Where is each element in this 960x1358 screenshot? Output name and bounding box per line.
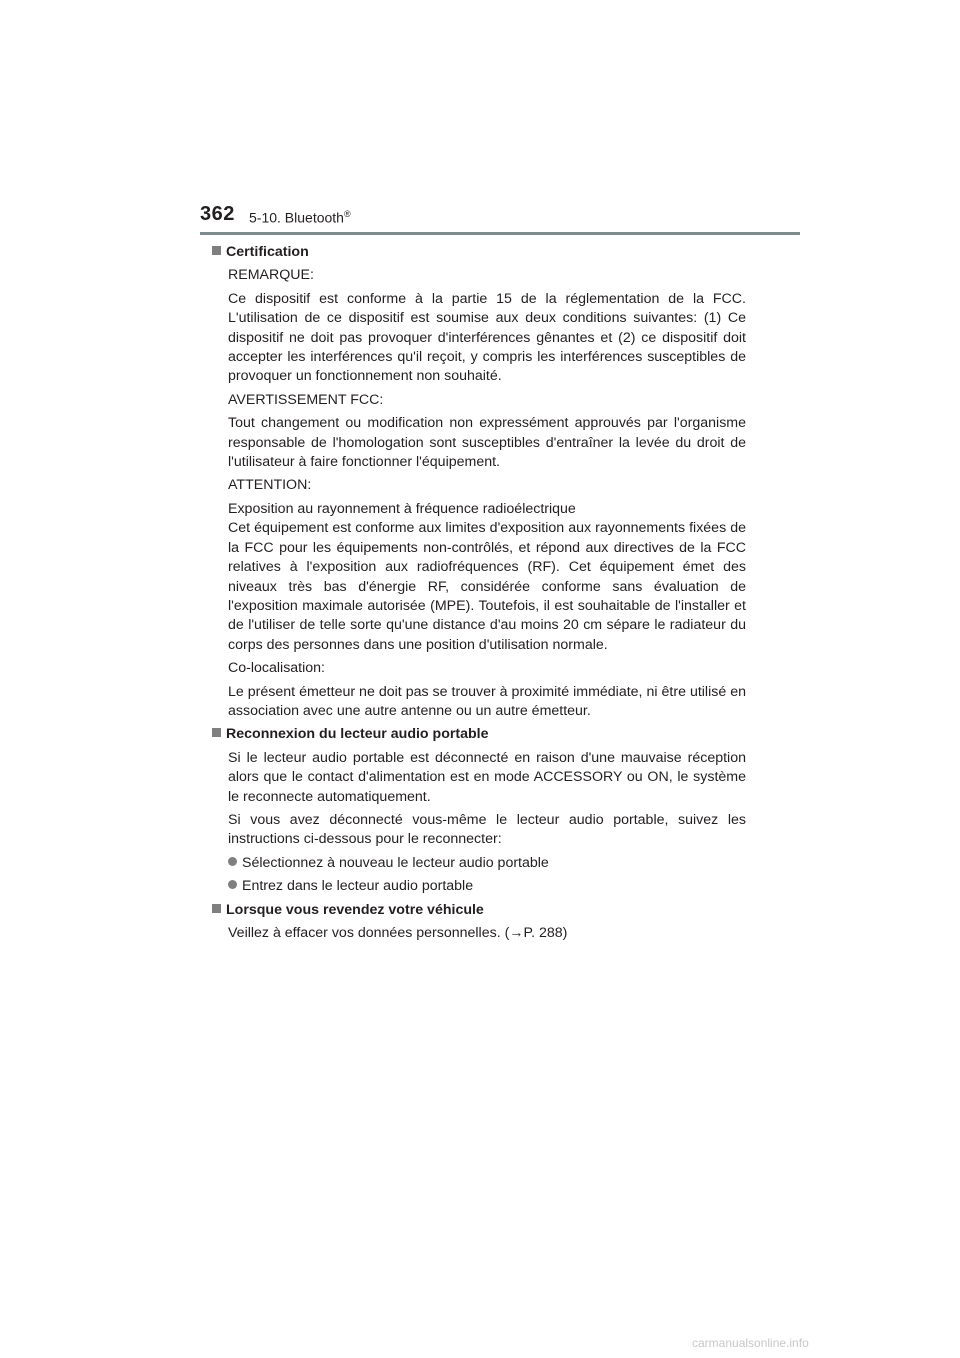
attention-text: Cet équipement est conforme aux limites d'exposition aux rayonnements fixées de la FCC pour les équipements non-contrôlés, et répond aux directives de la FCC relatives à l'exposition aux radiofréquences (RF). Cet équipement émet des niveaux très bas d'énergie RF, considérée conforme sans évaluation de l'exposition maximale autorisée (MPE). Toutefois, il est souhaitable de l'installer et de l'utiliser de telle sorte qu'une distance d'au moins 20 cm sépare le radiateur du corps des personnes dans une position d'utilisation normale. [228, 520, 746, 653]
bullet-item [228, 877, 746, 896]
revente-body [228, 924, 746, 943]
revente-text: Veillez à effacer vos données personnelles. (→P. 288) [228, 925, 568, 941]
colocalisation-label: Co-localisation: [228, 660, 325, 677]
square-bullet-icon [212, 246, 221, 255]
heading-reconnexion [212, 725, 746, 744]
avertissement-label: AVERTISSEMENT FCC: [228, 391, 384, 408]
watermark: carmanualsonline.info [692, 1336, 809, 1350]
section-title-text: 5-10. Bluetooth [249, 209, 344, 226]
page-content [212, 243, 746, 947]
reconnexion-text-2: Si vous avez déconnecté vous-même le lecteur audio portable, suivez les instructions ci-dessous pour le reconnecter: [228, 811, 746, 848]
section-title [249, 209, 351, 226]
square-bullet-icon [212, 728, 221, 737]
round-bullet-icon [228, 880, 237, 889]
remarque-label: REMARQUE: [228, 267, 314, 284]
certification-body [228, 266, 746, 721]
reconnexion-body [228, 749, 746, 850]
bullet-item-text: Entrez dans le lecteur audio portable [242, 878, 474, 895]
heading-certification [212, 243, 746, 262]
bullet-item-text: Sélectionnez à nouveau le lecteur audio portable [242, 854, 549, 871]
attention-subtitle: Exposition au rayonnement à fréquence radioélectrique [228, 500, 576, 517]
heading-revente [212, 901, 746, 920]
registered-mark: ® [343, 209, 351, 219]
bullet-item [228, 854, 746, 873]
avertissement-text: Tout changement ou modification non expressément approuvés par l'organisme responsable de l'homologation sont susceptibles d'entraîner la levée du droit de l'utilisateur à faire fonctionner l'équipement. [228, 415, 746, 471]
colocalisation-text: Le présent émetteur ne doit pas se trouver à proximité immédiate, ni être utilisé en association avec une autre antenne ou un autre émetteur. [228, 683, 746, 719]
remarque-text: Ce dispositif est conforme à la partie 15 de la réglementation de la FCC. L'utilisation de ce dispositif est soumise aux deux conditions suivantes: (1) Ce dispositif ne doit pas provoquer d'interférences gênantes et (2) ce dispositif doit accepter les interférences qu'il reçoit, y compris les interférences susceptibles de provoquer un fonctionnement non souhaité. [228, 290, 746, 385]
reconnexion-text-1: Si le lecteur audio portable est déconnecté en raison d'une mauvaise réception alors que le contact d'alimentation est en mode ACCESSORY ou ON, le système le reconnecte automatiquement. [228, 749, 746, 805]
page-number: 362 [200, 203, 235, 225]
heading-certification-text: Certification [226, 244, 309, 260]
heading-reconnexion-text: Reconnexion du lecteur audio portable [226, 726, 489, 743]
square-bullet-icon [212, 904, 221, 913]
heading-revente-text: Lorsque vous revendez votre véhicule [226, 901, 484, 918]
header-rule [200, 232, 800, 235]
round-bullet-icon [228, 857, 237, 866]
attention-label: ATTENTION: [228, 477, 312, 494]
